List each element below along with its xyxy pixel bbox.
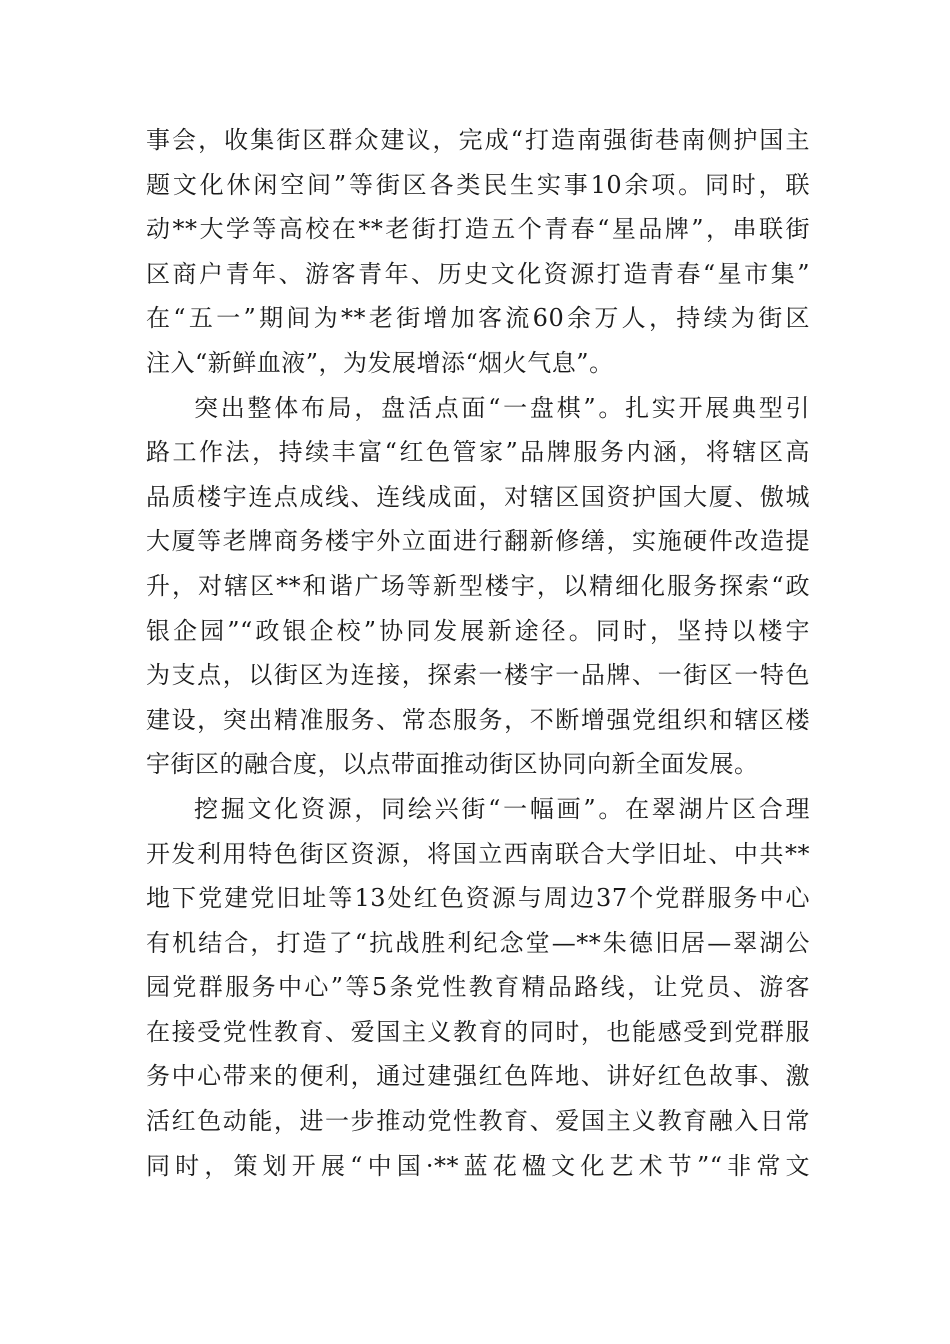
document-body — [146, 118, 810, 1188]
text-line: 题文化休闲空间”等街区各类民生实事10余项。同时，联 — [146, 170, 810, 199]
text-line: 大厦等老牌商务楼宇外立面进行翻新修缮，实施硬件改造提 — [146, 527, 810, 556]
text-line: 宇街区的融合度，以点带面推动街区协同向新全面发展。 — [146, 750, 759, 779]
paragraph-1 — [146, 118, 810, 386]
text-line: 务中心带来的便利，通过建强红色阵地、讲好红色故事、激 — [146, 1062, 810, 1091]
text-line: 为支点，以街区为连接，探索一楼宇一品牌、一街区一特色 — [146, 661, 810, 690]
paragraph-2 — [146, 386, 810, 787]
text-line: 银企园”“政银企校”协同发展新途径。同时，坚持以楼宇 — [146, 616, 810, 645]
text-line: 事会，收集街区群众建议，完成“打造南强街巷南侧护国主 — [146, 126, 810, 154]
text-line: 品质楼宇连点成线、连线成面，对辖区国资护国大厦、傲城 — [146, 482, 810, 511]
text-line: 路工作法，持续丰富“红色管家”品牌服务内涵，将辖区高 — [146, 438, 810, 467]
text-line: 区商户青年、游客青年、历史文化资源打造青春“星市集” — [146, 259, 810, 288]
text-line: 在接受党性教育、爱国主义教育的同时，也能感受到党群服 — [146, 1017, 810, 1046]
text-line: 开发利用特色街区资源，将国立西南联合大学旧址、中共** — [146, 839, 810, 868]
text-line: 突出整体布局，盘活点面“一盘棋”。扎实开展典型引 — [194, 393, 810, 422]
text-line: 挖掘文化资源，同绘兴街“一幅画”。在翠湖片区合理 — [194, 794, 810, 823]
text-line: 园党群服务中心”等5条党性教育精品路线，让党员、游客 — [146, 973, 810, 1002]
text-line: 活红色动能，进一步推动党性教育、爱国主义教育融入日常 — [146, 1107, 810, 1136]
text-line: 建设，突出精准服务、常态服务，不断增强党组织和辖区楼 — [146, 705, 810, 734]
text-line: 在“五一”期间为**老街增加客流60余万人，持续为街区 — [146, 304, 810, 333]
text-line: 升，对辖区**和谐广场等新型楼宇，以精细化服务探索“政 — [146, 571, 810, 600]
text-line: 同时，策划开展“中国·**蓝花楹文化艺术节”“非常文 — [146, 1151, 810, 1180]
text-line: 注入“新鲜血液”，为发展增添“烟火气息”。 — [146, 348, 614, 377]
paragraph-3 — [146, 787, 810, 1188]
text-line: 有机结合，打造了“抗战胜利纪念堂—**朱德旧居—翠湖公 — [146, 928, 810, 957]
text-line: 地下党建党旧址等13处红色资源与周边37个党群服务中心 — [146, 884, 810, 913]
text-line: 动**大学等高校在**老街打造五个青春“星品牌”，串联街 — [146, 215, 810, 244]
